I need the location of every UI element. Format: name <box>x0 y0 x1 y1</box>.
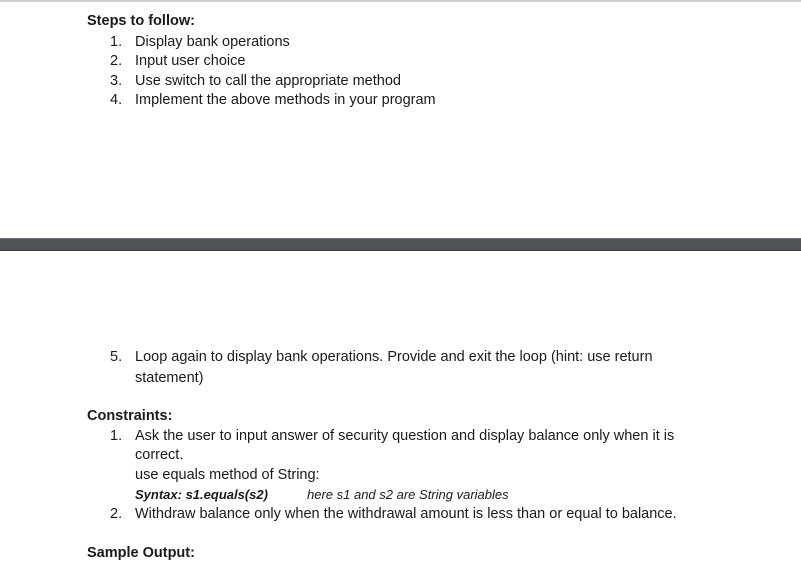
page-break-divider <box>0 238 801 251</box>
list-number: 5. <box>110 349 123 365</box>
list-number: 2. <box>110 53 123 69</box>
list-number: 3. <box>110 73 123 89</box>
list-text: Display bank operations <box>135 34 290 50</box>
list-text: Withdraw balance only when the withdrawal amount is less than or equal to balance. <box>135 506 677 522</box>
sample-output-heading: Sample Output: <box>87 545 195 561</box>
list-text: Input user choice <box>135 53 246 69</box>
list-text: Use switch to call the appropriate method <box>135 73 401 89</box>
list-text: Implement the above methods in your program <box>135 92 436 108</box>
steps-heading: Steps to follow: <box>87 13 195 29</box>
list-number: 4. <box>110 92 123 108</box>
list-number: 1. <box>110 34 123 50</box>
syntax-label: Syntax: s1.equals(s2) <box>135 487 268 502</box>
list-text: Ask the user to input answer of security question and display balance only when it is <box>135 428 675 444</box>
top-border <box>0 0 801 2</box>
list-number: 1. <box>110 428 123 444</box>
list-number: 2. <box>110 506 123 522</box>
constraints-heading: Constraints: <box>87 408 173 424</box>
list-text: statement) <box>135 370 204 386</box>
list-text: Loop again to display bank operations. Provide and exit the loop (hint: use return <box>135 349 653 365</box>
syntax-note: here s1 and s2 are String variables <box>307 487 509 502</box>
list-text: use equals method of String: <box>135 467 320 483</box>
list-text: correct. <box>135 447 184 463</box>
